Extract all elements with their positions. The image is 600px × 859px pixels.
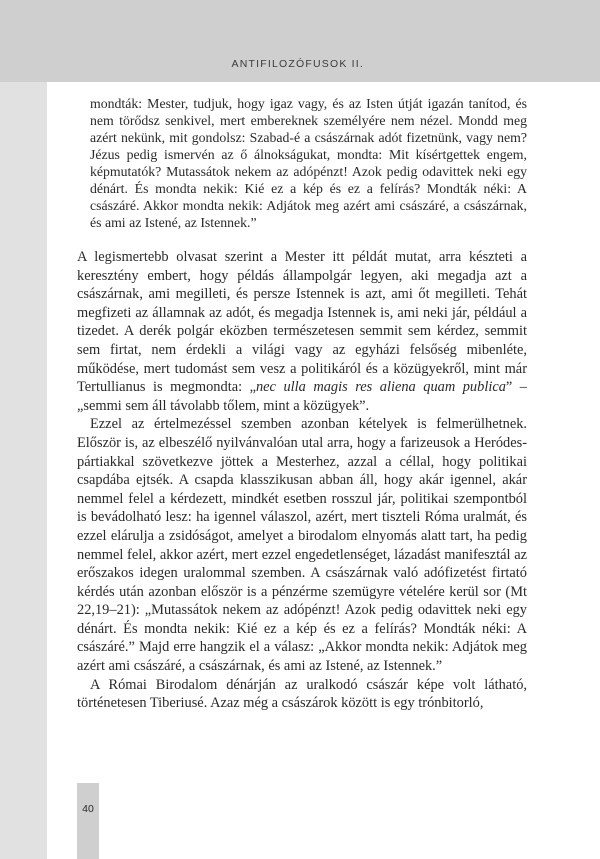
- folio-box: [77, 783, 99, 859]
- paragraph-1: [77, 248, 527, 415]
- running-head: ANTIFILOZÓFUSOK II.: [231, 58, 364, 70]
- page-body: [77, 95, 527, 713]
- header-band: [0, 0, 600, 82]
- paragraph-2: Ezzel az értelmezéssel szemben azonban kételyek is felmerülhetnek. Először is, az elbeszélő nyilvánvalóan utal arra, hogy a farizeusok a Heródes-pártiakkal szövetkezve jöttek a Mesterhez, azzal a céllal, hogy politikai csapdába ejtsék. A csapda klasszikusan abban áll, hogy akár igennel, akár nemmel felel a kérdezett, mindkét esetben rosszul jár, politikai szempontból is bevádolható lesz: ha igennel válaszol, azért, mert tiszteli Róma uralmát, és ezzel elárulja a zsidóságot, amelyet a birodalom elnyomás alatt tart, ha pedig nemmel felel, akkor azért, mert ezzel engedetlenséget, lázadást manifesztál az erőszakos idegen uralommal szemben. A császárnak való adófizetést firtató kérdés után azonban először is a pénzérme szemügyre vételére kerül sor (Mt 22,19–21): „Mutassátok nekem az adópénzt! Azok pedig odavittek neki egy dénárt. És mondta nekik: Kié ez a kép és ez a felírás? Mondták néki: A császáré.” Majd erre hangzik el a válasz: „Akkor mondta nekik: Adjátok meg azért ami császáré, a császárnak, és ami az Istené, az Istennek.”: [77, 416, 527, 675]
- margin-strip: [0, 82, 47, 859]
- paragraph-1-end: ” – „semmi sem áll távolabb tőlem, mint a közügyek”.: [77, 379, 527, 414]
- block-quote: mondták: Mester, tudjuk, hogy igaz vagy, és az Isten útját igazán tanítod, és nem törődsz senkivel, mert embereknek személyére nem nézel. Mondd meg azért nekünk, mit gondolsz: Szabad-é a császárnak adót fizetnünk, vagy nem? Jézus pedig ismervén az ő álnokságukat, mondta: Mit kísértgettek engem, képmutatók? Mutassátok nekem az adópénzt! Azok pedig odavittek neki egy dénárt. És mondta nekik: Kié ez a kép és ez a felírás? Mondták néki: A császáré. Akkor mondta nekik: Adjátok meg azért ami császáré, a császárnak, és ami az Istené, az Istennek.”: [90, 96, 527, 230]
- paragraph-3: A Római Birodalom dénárján az uralkodó császár képe volt látható, történetesen Tiberiusé. Azaz még a császárok között is egy trónbitorló,: [77, 676, 527, 712]
- latin-quote: nec ulla magis res aliena quam publica: [255, 379, 506, 396]
- page-number: 40: [82, 803, 94, 815]
- paragraph-1-text: A legismertebb olvasat szerint a Mester itt példát mutat, arra készteti a keresztény embert, hogy példás állampolgár legyen, aki megadja azt a császárnak, ami megilleti, és persze Istennek is azt, ami őt megilleti. Tehát megfizeti az államnak az adót, és megadja Istennek is, ami neki jár, például a tizedet. A derék polgár eközben természetesen semmit sem kérdez, semmit sem firtat, nem érdekli a világi vagy az egyházi felsőség mibenléte, működése, mert tudomást sem vesz a politikáról és a közügyekről, mint már Tertullianus is megmondta: „: [77, 249, 527, 396]
